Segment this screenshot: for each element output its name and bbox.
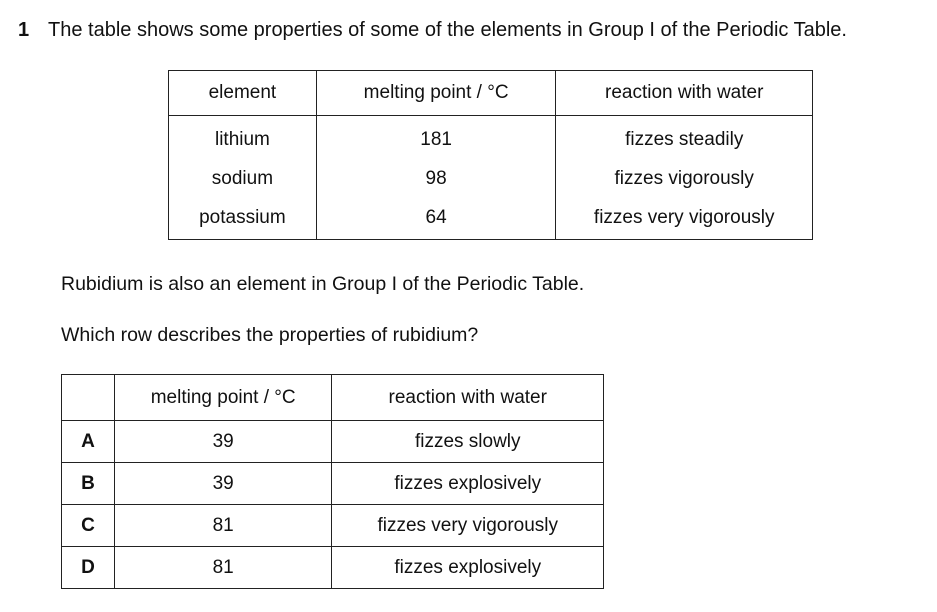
reaction: fizzes explosively xyxy=(332,463,604,505)
table-row xyxy=(169,198,813,240)
reaction: fizzes slowly xyxy=(332,421,604,463)
rubidium-statement: Rubidium is also an element in Group I of the Periodic Table. xyxy=(61,273,585,295)
element-name: lithium xyxy=(169,116,317,160)
option-letter: C xyxy=(62,505,115,547)
header-melting-point: melting point / °C xyxy=(114,375,332,421)
table-row xyxy=(169,116,813,160)
question-1 xyxy=(18,18,847,42)
melting-point: 81 xyxy=(114,505,332,547)
option-row-a[interactable] xyxy=(62,421,604,463)
header-reaction: reaction with water xyxy=(332,375,604,421)
element-name: sodium xyxy=(169,159,317,198)
question-prompt: Which row describes the properties of rubidium? xyxy=(61,324,479,346)
option-row-b[interactable] xyxy=(62,463,604,505)
reaction: fizzes vigorously xyxy=(556,159,813,198)
reaction: fizzes very vigorously xyxy=(332,505,604,547)
melting-point: 98 xyxy=(316,159,556,198)
melting-point: 181 xyxy=(316,116,556,160)
option-letter: D xyxy=(62,547,115,589)
question-text: The table shows some properties of some of the elements in Group I of the Periodic Table. xyxy=(48,19,847,41)
option-letter: B xyxy=(62,463,115,505)
reaction: fizzes steadily xyxy=(556,116,813,160)
header-blank xyxy=(62,375,115,421)
options-header-row xyxy=(62,375,604,421)
table-row xyxy=(169,159,813,198)
header-reaction: reaction with water xyxy=(556,71,813,116)
melting-point: 81 xyxy=(114,547,332,589)
element-name: potassium xyxy=(169,198,317,240)
header-element: element xyxy=(169,71,317,116)
melting-point: 39 xyxy=(114,421,332,463)
properties-header-row xyxy=(169,71,813,116)
header-melting-point: melting point / °C xyxy=(316,71,556,116)
melting-point: 39 xyxy=(114,463,332,505)
option-row-d[interactable] xyxy=(62,547,604,589)
question-number: 1 xyxy=(18,19,30,41)
option-letter: A xyxy=(62,421,115,463)
option-row-c[interactable] xyxy=(62,505,604,547)
properties-table xyxy=(168,70,813,240)
options-table xyxy=(61,374,604,589)
reaction: fizzes explosively xyxy=(332,547,604,589)
reaction: fizzes very vigorously xyxy=(556,198,813,240)
melting-point: 64 xyxy=(316,198,556,240)
